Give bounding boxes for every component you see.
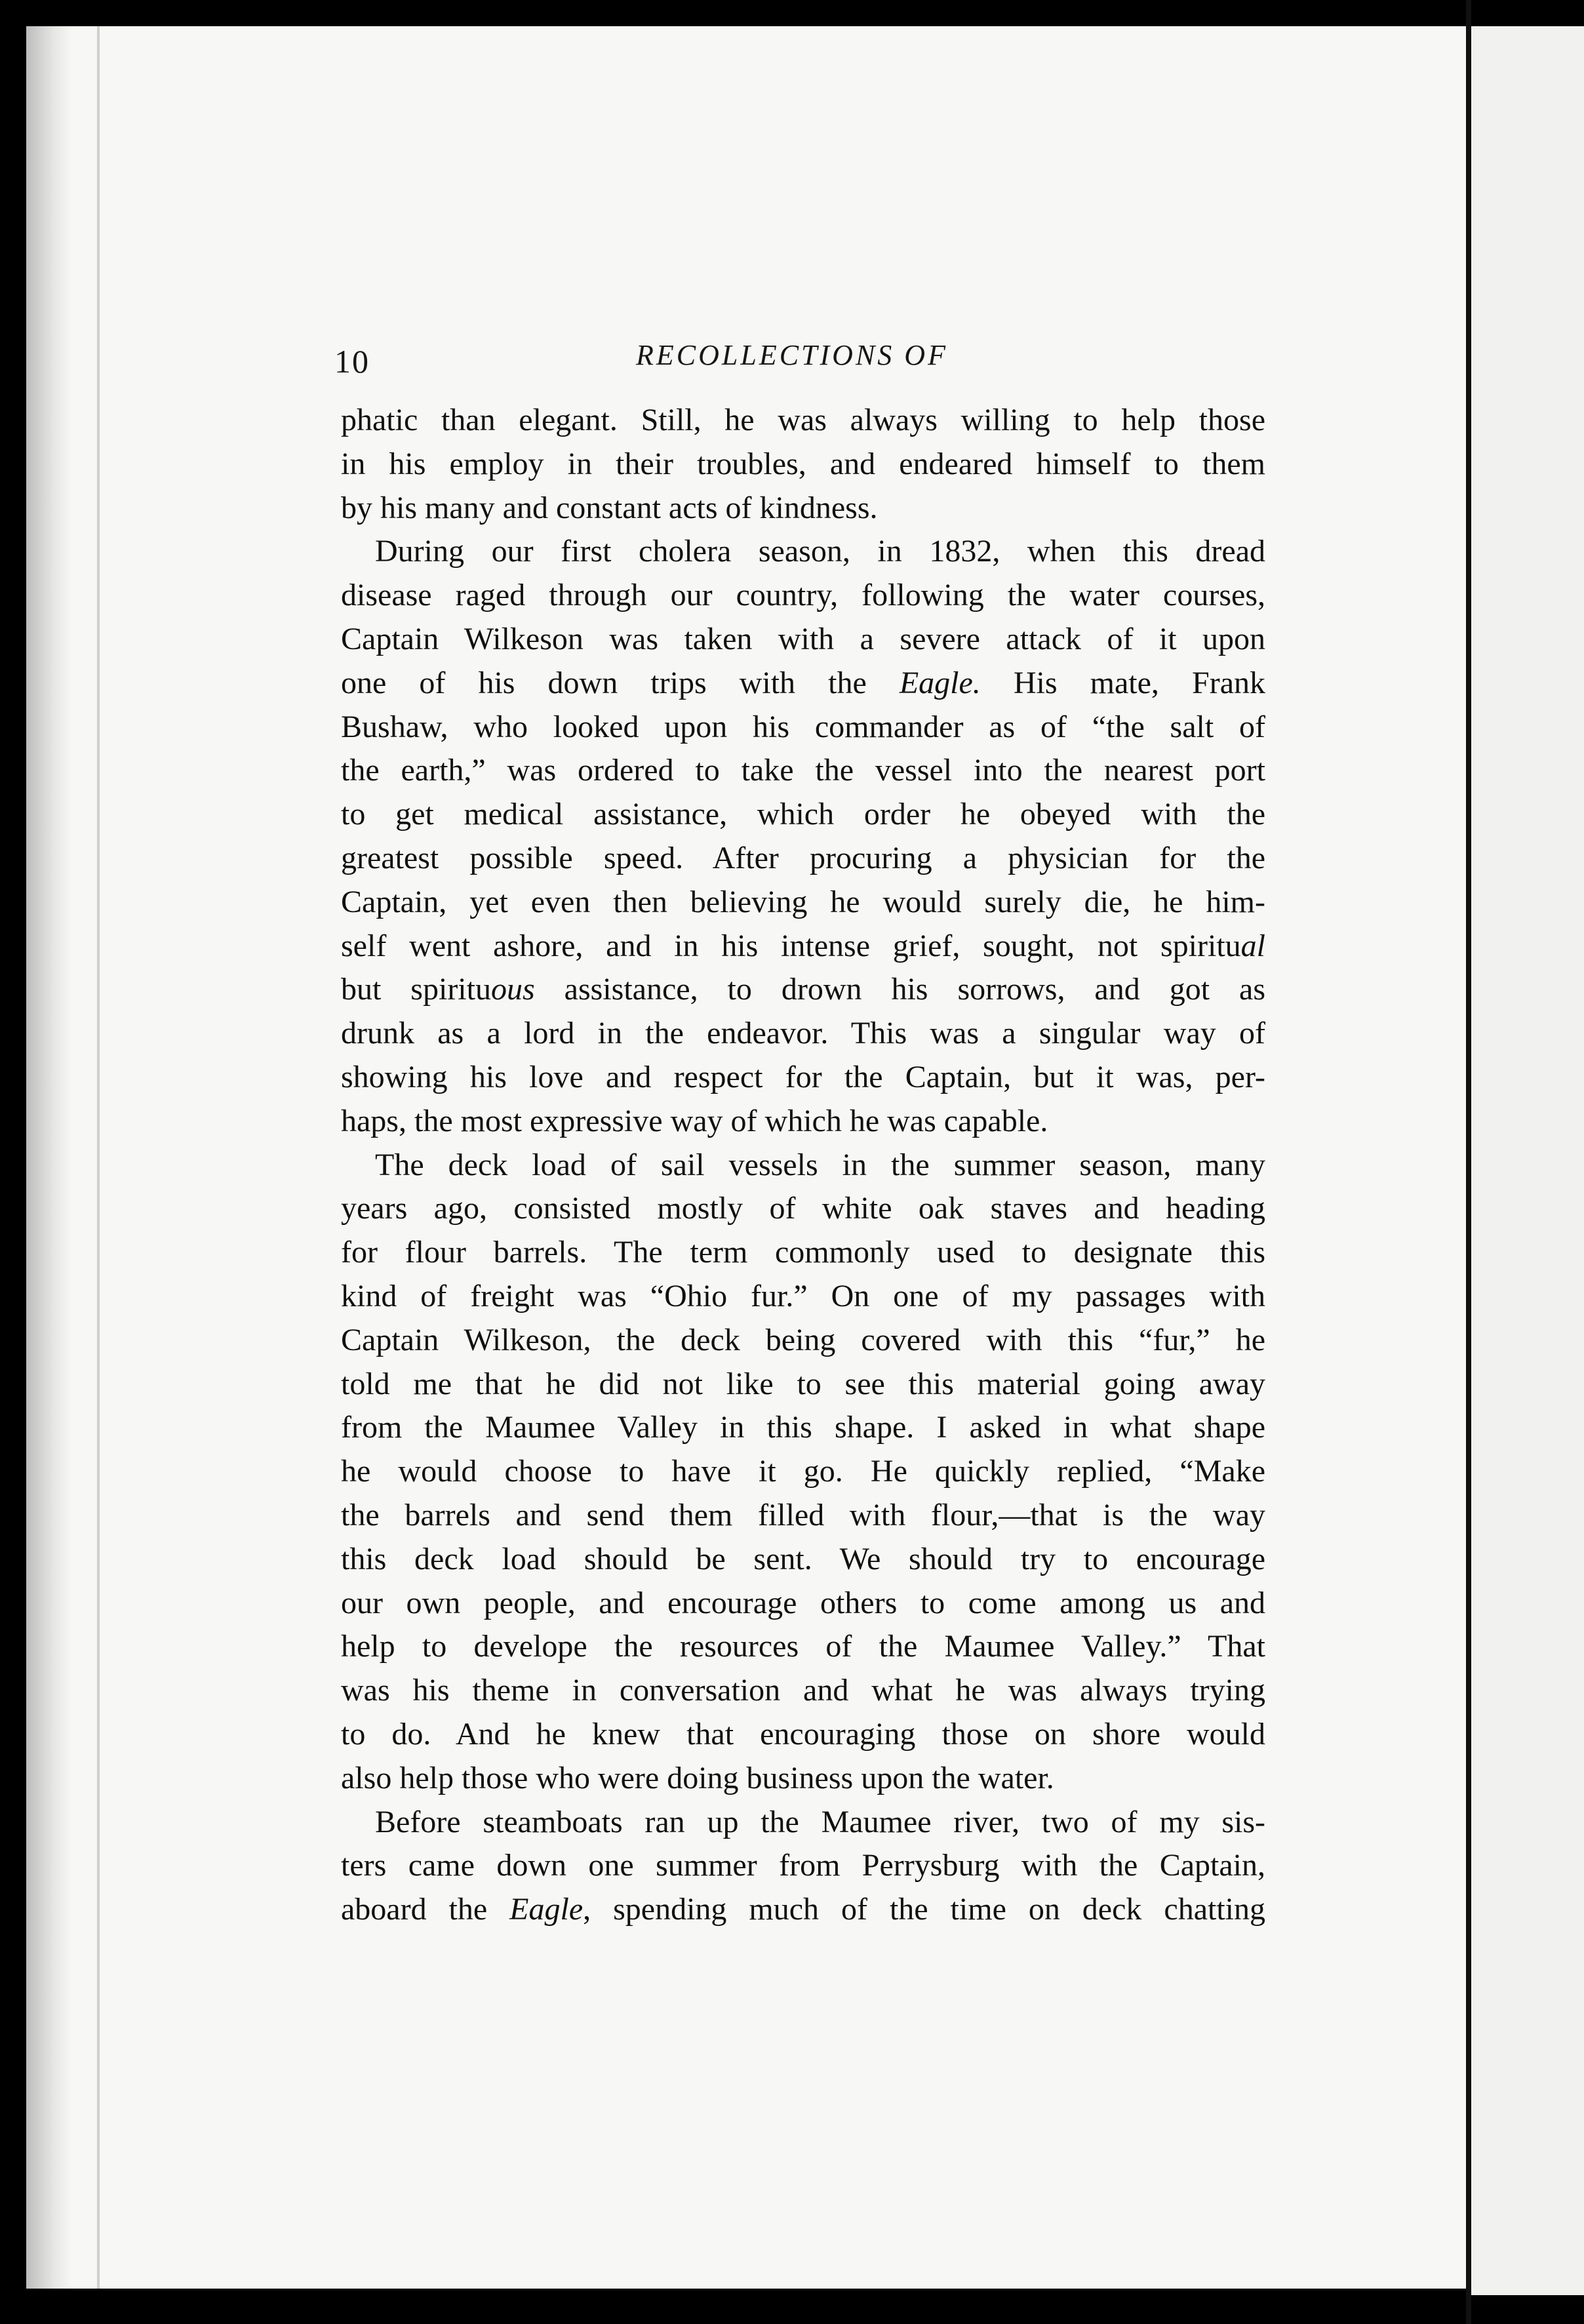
- text-line: [341, 968, 1265, 1012]
- text-line: he would choose to have it go. He quickly replied, “Make: [341, 1454, 1265, 1489]
- italic-segment: Eagle.: [899, 665, 981, 700]
- text-segment: His mate, Frank: [980, 665, 1265, 700]
- text-line: [341, 1888, 1265, 1932]
- italic-segment: ous: [490, 972, 535, 1007]
- text-line: to get medical assistance, which order he obeyed with the: [341, 797, 1265, 832]
- text-line: During our first cholera season, in 1832, when this dread: [375, 534, 1265, 569]
- text-line: from the Maumee Valley in this shape. I asked in what shape: [341, 1410, 1265, 1445]
- text-line: by his many and constant acts of kindness.: [341, 490, 878, 525]
- page-edge-line: [97, 26, 100, 2289]
- text-line: Bushaw, who looked upon his commander as of “the salt of: [341, 709, 1265, 744]
- text-line: greatest possible speed. After procuring a physician for the: [341, 840, 1265, 875]
- text-line: Before steamboats ran up the Maumee river, two of my sis-: [375, 1804, 1265, 1839]
- body-text: [341, 399, 1265, 1932]
- text-line: ters came down one summer from Perrysburg with the Captain,: [341, 1848, 1265, 1883]
- text-segment: but spiritu: [341, 972, 491, 1007]
- text-line: help to develope the resources of the Maumee Valley.” That: [341, 1629, 1265, 1664]
- adjacent-page-edge: [1471, 26, 1584, 2295]
- italic-segment: Eagle: [509, 1892, 584, 1927]
- text-line: drunk as a lord in the endeavor. This was a singular way of: [341, 1016, 1265, 1051]
- page-edge-divider: [1466, 0, 1471, 2324]
- text-line: this deck load should be sent. We should try to encourage: [341, 1541, 1265, 1576]
- text-line: phatic than elegant. Still, he was always willing to help those: [341, 403, 1265, 437]
- text-segment: one of his down trips with the: [341, 665, 900, 700]
- text-line: the barrels and send them filled with flour,—that is the way: [341, 1497, 1265, 1533]
- text-segment: aboard the: [341, 1892, 510, 1927]
- text-line: Captain, yet even then believing he would surely die, he him-: [341, 884, 1265, 919]
- text-segment: , spending much of the time on deck chatting: [583, 1892, 1265, 1927]
- text-line: for flour barrels. The term commonly used to designate this: [341, 1235, 1265, 1270]
- text-segment: self went ashore, and in his intense grief, sought, not spiritu: [341, 928, 1241, 963]
- text-line: Captain Wilkeson, the deck being covered with this “fur,” he: [341, 1322, 1265, 1357]
- text-line: [341, 662, 1265, 706]
- text-line: showing his love and respect for the Captain, but it was, per-: [341, 1059, 1265, 1094]
- text-line: the earth,” was ordered to take the vessel into the nearest port: [341, 753, 1265, 788]
- page-number: 10: [334, 343, 370, 380]
- text-line: in his employ in their troubles, and endeared himself to them: [341, 446, 1265, 481]
- text-line: told me that he did not like to see this material going away: [341, 1366, 1265, 1401]
- text-line: also help those who were doing business upon the water.: [341, 1760, 1054, 1795]
- text-line: Captain Wilkeson was taken with a severe attack of it upon: [341, 621, 1265, 656]
- text-line: years ago, consisted mostly of white oak staves and heading: [341, 1191, 1265, 1226]
- text-line: kind of freight was “Ohio fur.” On one of my passages with: [341, 1278, 1265, 1313]
- text-line: to do. And he knew that encouraging those on shore would: [341, 1716, 1265, 1752]
- text-line: [341, 925, 1265, 969]
- text-line: disease raged through our country, following the water courses,: [341, 578, 1265, 613]
- text-line: was his theme in conversation and what he was always trying: [341, 1673, 1265, 1708]
- text-line: haps, the most expressive way of which he was capable.: [341, 1103, 1048, 1138]
- italic-segment: al: [1240, 928, 1265, 963]
- text-line: our own people, and encourage others to come among us and: [341, 1585, 1265, 1620]
- text-segment: assistance, to drown his sorrows, and got as: [534, 972, 1265, 1007]
- page-header: [334, 334, 1318, 380]
- running-head: RECOLLECTIONS OF: [636, 339, 948, 371]
- text-line: The deck load of sail vessels in the summer season, many: [375, 1147, 1265, 1182]
- gutter-shadow: [26, 26, 72, 2289]
